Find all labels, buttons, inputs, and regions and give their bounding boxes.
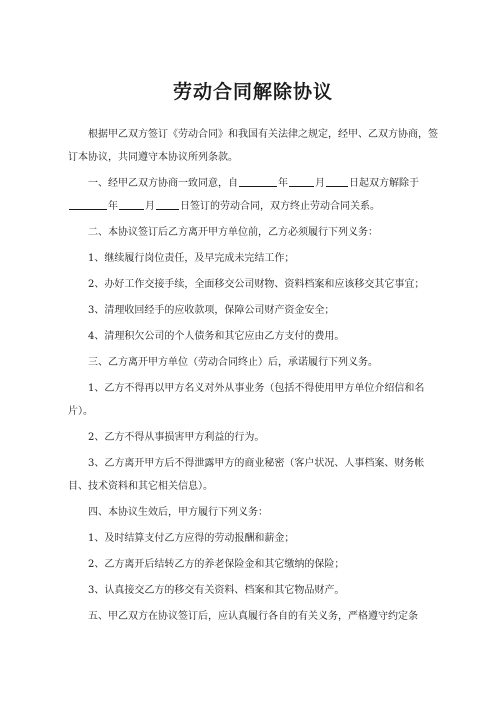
month-blank[interactable]	[289, 175, 314, 187]
document-title: 劳动合同解除协议	[172, 81, 333, 103]
clause-4-item-2: 2、乙方离开后结转乙方的养老保险金和其它缴纳的保险；	[88, 559, 345, 570]
year-blank[interactable]	[239, 175, 277, 187]
clause-5-heading: 五、甲乙双方在协议签订后，应认真履行各自的有关义务，严格遵守约定条	[88, 611, 418, 622]
clause-2-item-2: 2、办好工作交接手续，全面移交公司财物、资料档案和应该移交其它事宜；	[88, 279, 425, 290]
clause-2-item-1: 1、继续履行岗位责任，及早完成未完结工作；	[88, 253, 295, 264]
signed-year-blank[interactable]	[69, 198, 107, 210]
clause-1-year2-label: 年	[108, 201, 118, 212]
clause-1-text-a: 一、经甲乙双方协商一致同意，自	[88, 178, 238, 189]
day-blank[interactable]	[326, 175, 348, 187]
document-body	[68, 123, 438, 628]
clause-4-heading: 四、本协议生效后，甲方履行下列义务：	[88, 507, 268, 518]
signed-month-blank[interactable]	[119, 198, 144, 210]
clause-2-heading: 二、本协议签订后乙方离开甲方单位前，乙方必须履行下列义务：	[88, 227, 378, 238]
clause-3-item-1: 1、乙方不得再以甲方名义对外从事业务（包括不得使用甲方单位介绍信和名片）。	[68, 383, 425, 417]
clause-2-item-3: 3、清理收回经手的应收款项，保障公司财产资金安全；	[88, 305, 335, 316]
clause-1-month-label: 月	[315, 178, 325, 189]
clause-1-month2-label: 月	[145, 201, 155, 212]
clause-2-item-4: 4、清理积欠公司的个人债务和其它应由乙方支付的费用。	[88, 331, 345, 342]
clause-1-year-label: 年	[278, 178, 288, 189]
clause-3-item-3: 3、乙方离开甲方后不得泄露甲方的商业秘密（客户状况、人事档案、财务帐目、技术资料和其它相关信息）。	[68, 458, 425, 492]
clause-3-item-2: 2、乙方不得从事损害甲方利益的行为。	[88, 432, 265, 443]
intro-paragraph: 根据甲乙双方签订《劳动合同》和我国有关法律之规定，经甲、乙双方协商，签订本协议，共同遵守本协议所列条款。	[68, 129, 438, 163]
clause-1-paragraph	[68, 172, 438, 218]
clause-1-text-c: 日签订的劳动合同，双方终止劳动合同关系。	[180, 201, 380, 212]
signed-day-blank[interactable]	[156, 198, 179, 210]
clause-4-item-3: 3、认真接交乙方的移交有关资料、档案和其它物品财产。	[88, 585, 345, 596]
clause-1-text-b: 日起双方解除于	[349, 178, 419, 189]
clause-3-heading: 三、乙方离开甲方单位（劳动合同终止）后，承诺履行下列义务。	[88, 357, 378, 368]
clause-4-item-1: 1、及时结算支付乙方应得的劳动报酬和薪金；	[88, 533, 295, 544]
